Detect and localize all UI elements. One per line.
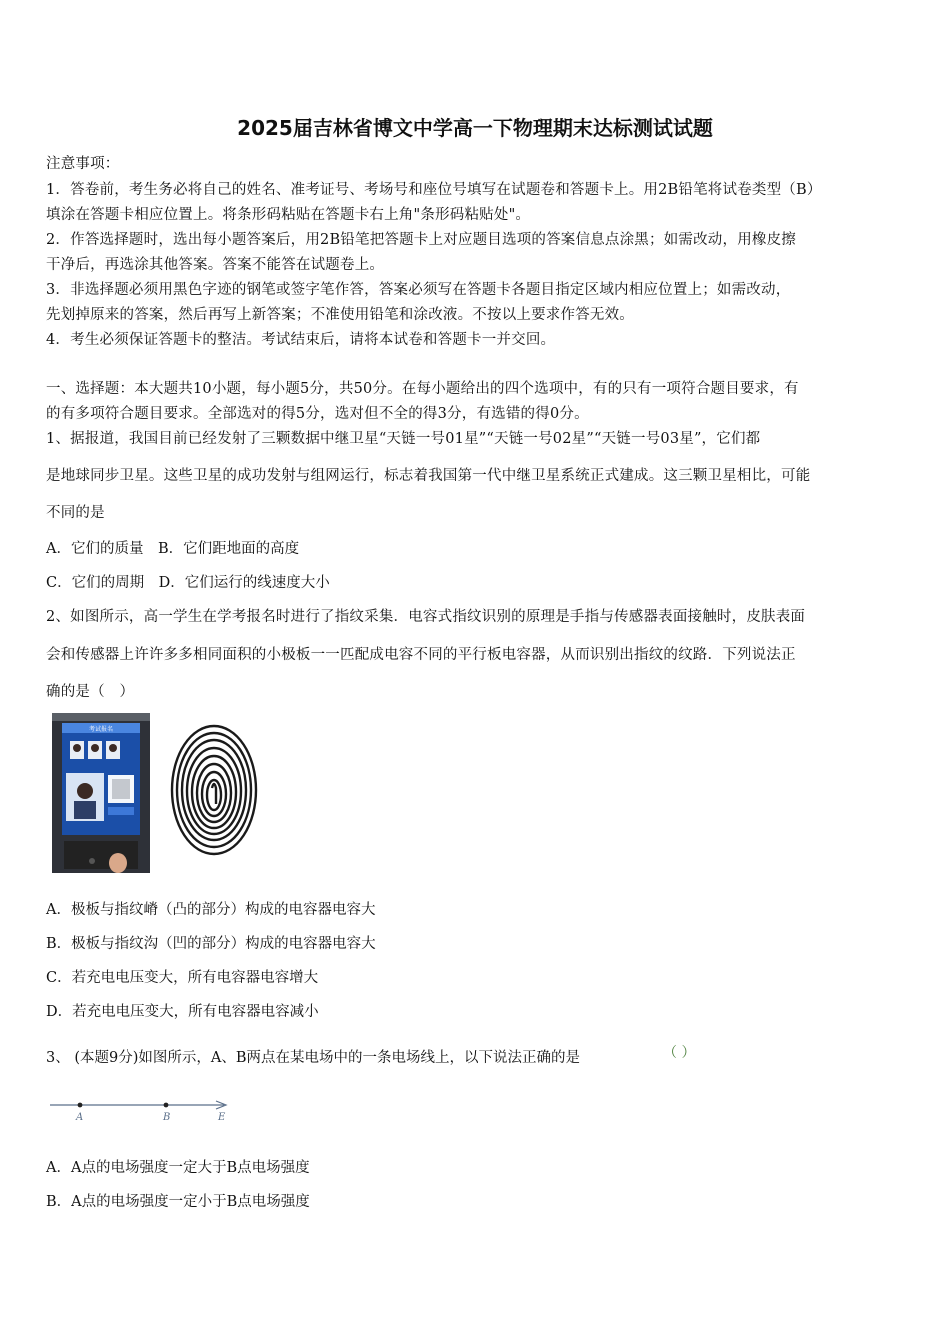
- q2-option: C．若充电电压变大，所有电容器电容增大: [46, 970, 319, 986]
- q2-stem: 会和传感器上许许多多相同面积的小极板一一匹配成电容不同的平行板电容器，从而识别出指纹的纹路．下列说法正: [46, 647, 796, 663]
- notice-line: 干净后，再选涂其他答案。答案不能答在试题卷上。: [46, 257, 385, 273]
- q1-stem: 1、据报道，我国目前已经发射了三颗数据中继卫星“天链一号01星”“天链一号02星”“天链一号03星”，它们都: [46, 431, 761, 447]
- q3-answer-paren: （ ）: [663, 1045, 696, 1061]
- section-intro: 的有多项符合题目要求。全部选对的得5分，选对但不全的得3分，有选错的得0分。: [46, 406, 589, 422]
- registration-terminal-photo: [52, 713, 150, 873]
- notice-line: 先划掉原来的答案，然后再写上新答案；不准使用铅笔和涂改液。不按以上要求作答无效。: [46, 307, 634, 323]
- notice-line: 4．考生必须保证答题卡的整洁。考试结束后，请将本试卷和答题卡一并交回。: [46, 332, 556, 348]
- notice-line: 2．作答选择题时，选出每小题答案后，用2B铅笔把答题卡上对应题目选项的答案信息点涂黑；如需改动，用橡皮擦: [46, 232, 797, 248]
- q3-stem: 3、 (本题9分)如图所示，A、B两点在某电场中的一条电场线上，以下说法正确的是: [46, 1050, 580, 1066]
- screen-title: 考试报名: [88, 726, 114, 733]
- notice-line: 1．答卷前，考生务必将自己的姓名、准考证号、考场号和座位号填写在试题卷和答题卡上。用2B铅笔将试卷类型（B）: [46, 182, 822, 198]
- q1-option: A．它们的质量 B．它们距地面的高度: [46, 541, 300, 557]
- page-title: 2025届吉林省博文中学高一下物理期末达标测试试题: [237, 116, 713, 140]
- point-b-label: B: [163, 1112, 171, 1123]
- notice-line: 3．非选择题必须用黑色字迹的钢笔或签字笔作答，答案必须写在答题卡各题目指定区域内相应位置上；如需改动，: [46, 282, 791, 298]
- point-a-label: A: [76, 1112, 84, 1123]
- q2-option: A．极板与指纹嵴（凸的部分）构成的电容器电容大: [46, 902, 376, 918]
- q2-option: B．极板与指纹沟（凹的部分）构成的电容器电容大: [46, 936, 376, 952]
- q2-stem: 确的是（ ）: [46, 684, 135, 700]
- q1-stem: 是地球同步卫星。这些卫星的成功发射与组网运行，标志着我国第一代中继卫星系统正式建成。这三颗卫星相比，可能: [46, 468, 811, 484]
- q1-option: C．它们的周期 D．它们运行的线速度大小: [46, 575, 330, 591]
- notice-heading: 注意事项：: [46, 156, 120, 172]
- q2-option: D．若充电电压变大，所有电容器电容减小: [46, 1004, 319, 1020]
- electric-field-line-figure: [46, 1096, 236, 1124]
- section-intro: 一、选择题：本大题共10小题，每小题5分，共50分。在每小题给出的四个选项中，有的只有一项符合题目要求，有: [46, 381, 799, 397]
- q3-option: B．A点的电场强度一定小于B点电场强度: [46, 1194, 310, 1210]
- q2-stem: 2、如图所示，高一学生在学考报名时进行了指纹采集．电容式指纹识别的原理是手指与传感器表面接触时，皮肤表面: [46, 609, 806, 625]
- fingerprint-image: [168, 720, 260, 858]
- field-e-label: E: [218, 1112, 226, 1123]
- notice-line: 填涂在答题卡相应位置上。将条形码粘贴在答题卡右上角"条形码粘贴处"。: [46, 207, 531, 223]
- q1-stem: 不同的是: [46, 505, 105, 521]
- q3-option: A．A点的电场强度一定大于B点电场强度: [46, 1160, 310, 1176]
